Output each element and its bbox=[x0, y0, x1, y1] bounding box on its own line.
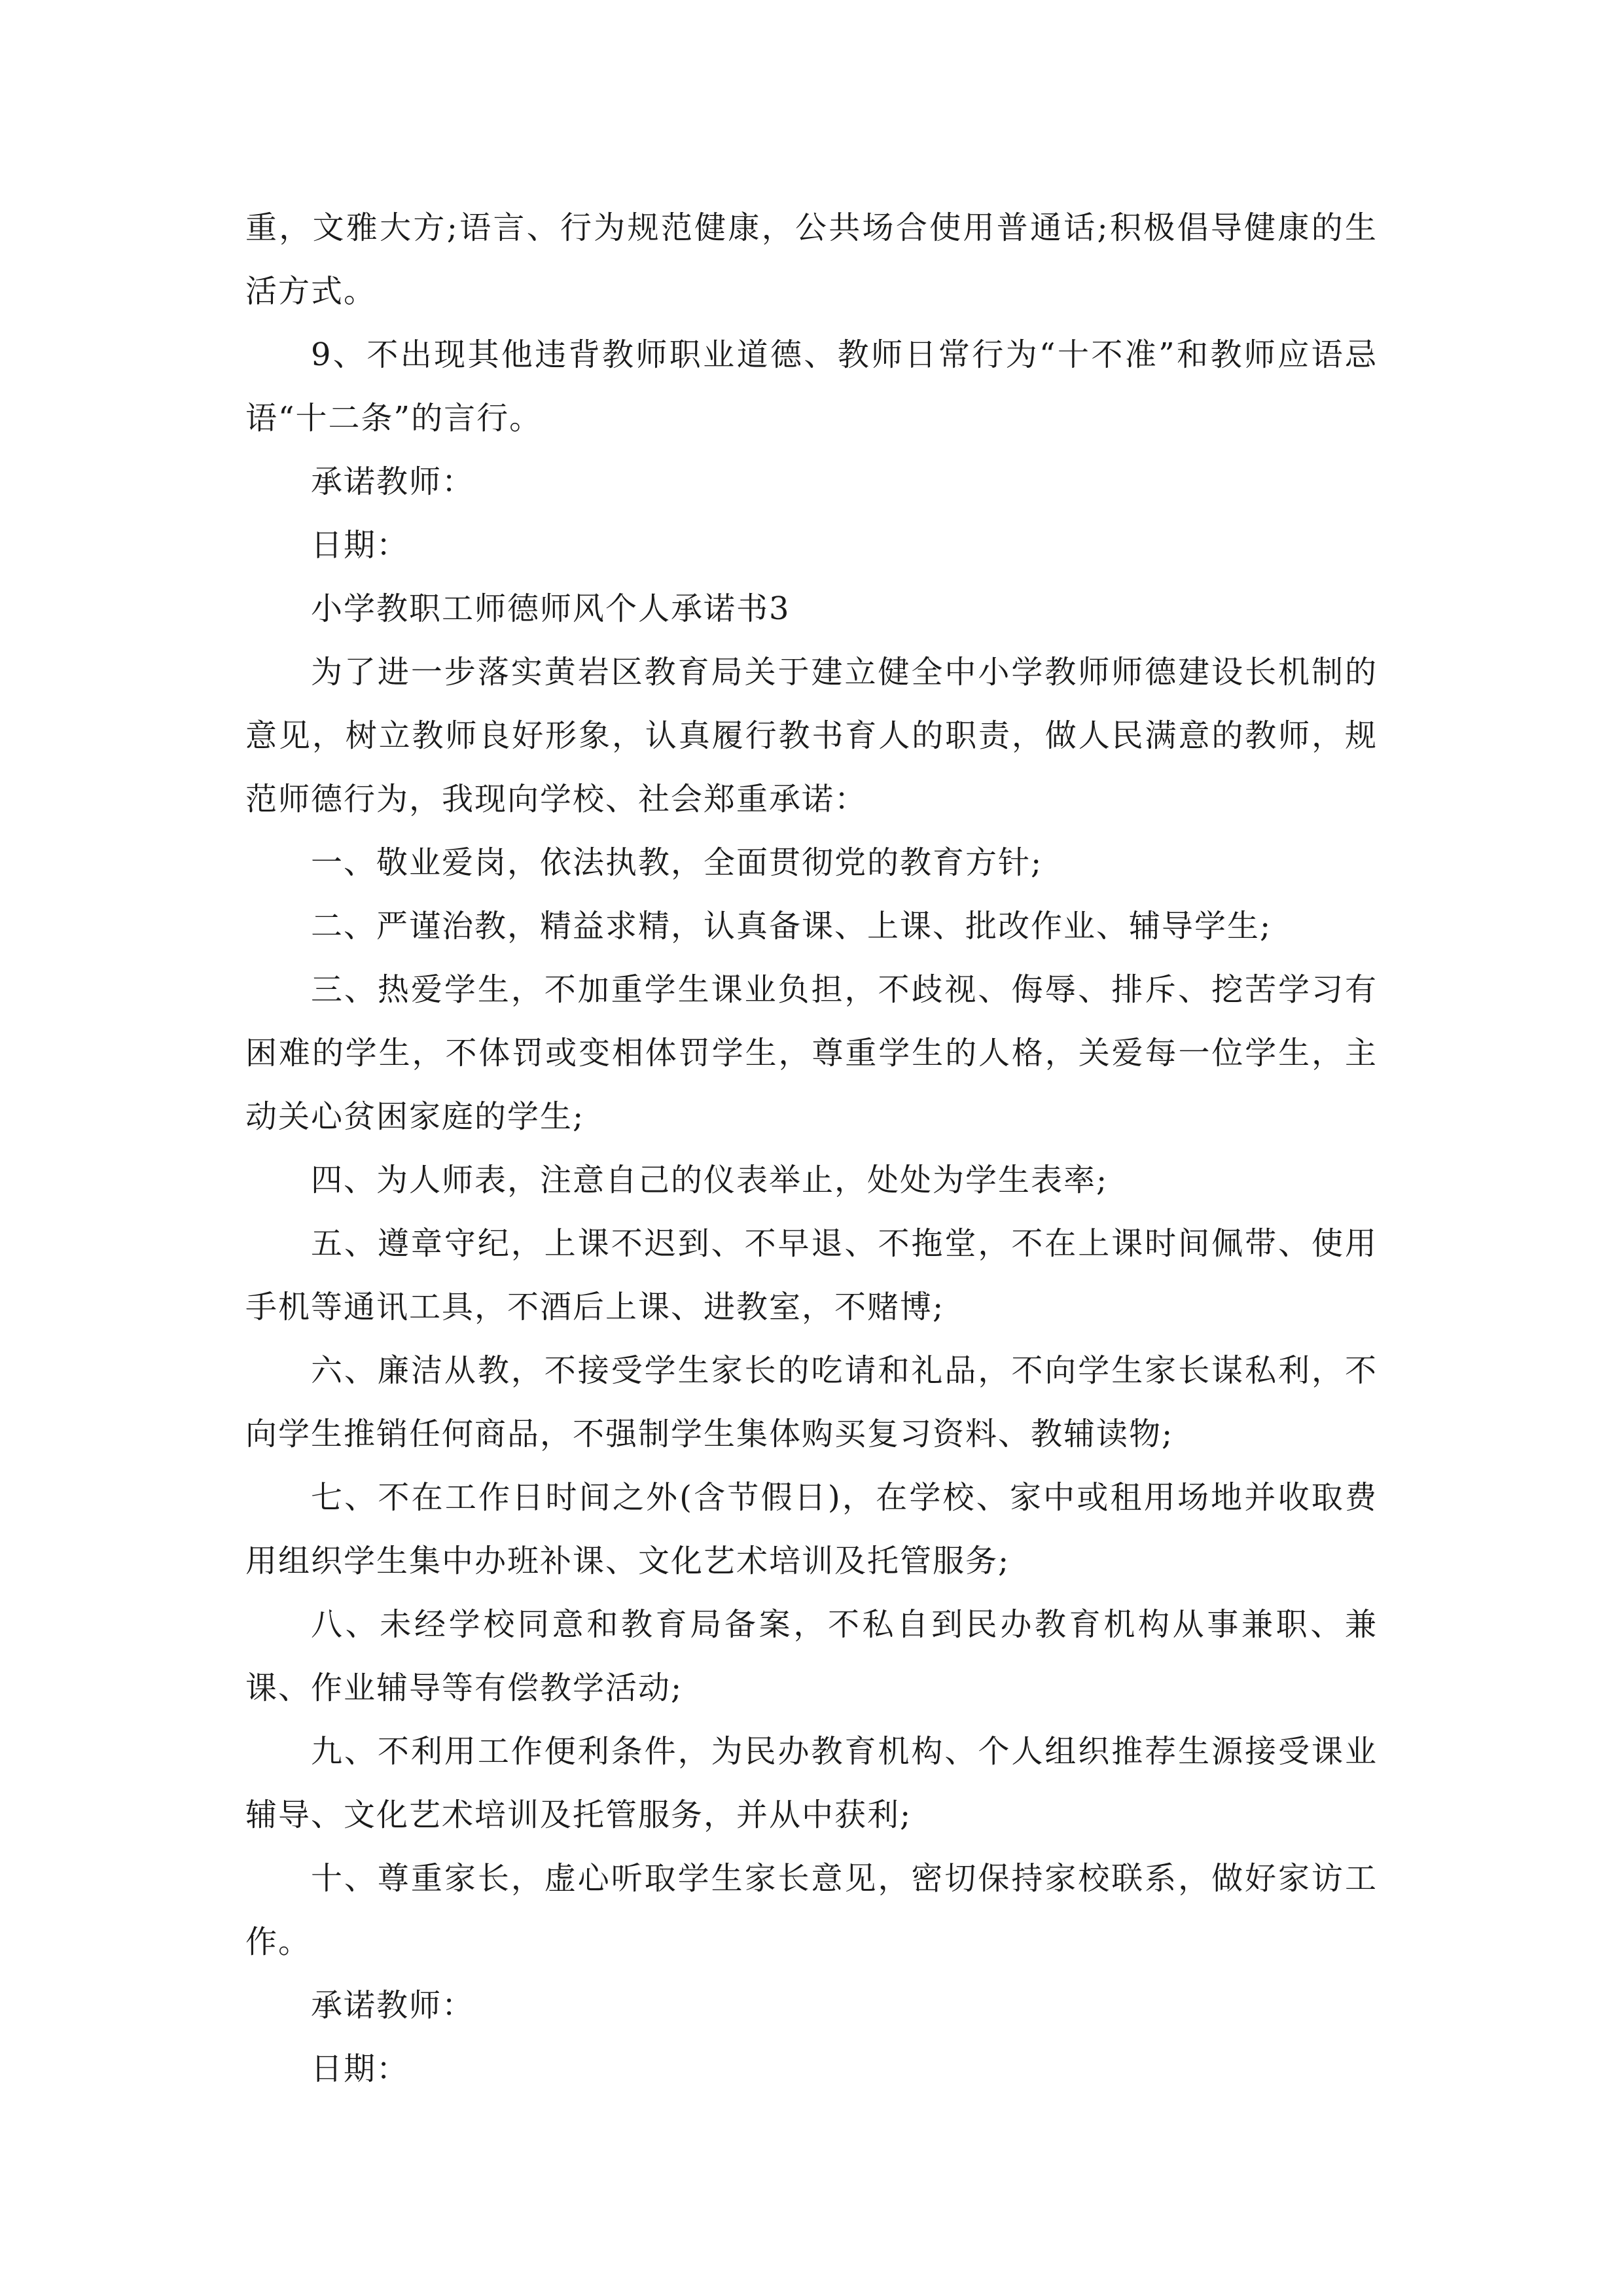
signature-date-label-2: 日期： bbox=[311, 2051, 410, 2087]
signature-teacher-label-2: 承诺教师： bbox=[311, 1987, 475, 2024]
body-text bbox=[245, 196, 1378, 2101]
signature-date-label: 日期： bbox=[311, 527, 410, 564]
paragraph-continuation: 重，文雅大方;语言、行为规范健康，公共场合使用普通话;积极倡导健康的生活方式。 bbox=[245, 209, 1378, 310]
pledge-item-7: 七、不在工作日时间之外(含节假日)，在学校、家中或租用场地并收取费用组织学生集中办班补课、文化艺术培训及托管服务; bbox=[245, 1479, 1378, 1579]
section-title: 小学教职工师德师风个人承诺书3 bbox=[311, 590, 791, 627]
pledge-item-3: 三、热爱学生，不加重学生课业负担，不歧视、侮辱、排斥、挖苦学习有困难的学生，不体罚或变相体罚学生，尊重学生的人格，关爱每一位学生，主动关心贫困家庭的学生; bbox=[245, 971, 1378, 1135]
signature-teacher-label: 承诺教师： bbox=[311, 463, 475, 500]
paragraph-item-9: 9、不出现其他违背教师职业道德、教师日常行为“十不准”和教师应语忌语“十二条”的言行。 bbox=[245, 336, 1378, 437]
pledge-item-6: 六、廉洁从教，不接受学生家长的吃请和礼品，不向学生家长谋私利，不向学生推销任何商品，不强制学生集体购买复习资料、教辅读物; bbox=[245, 1352, 1378, 1452]
pledge-item-5: 五、遵章守纪，上课不迟到、不早退、不拖堂，不在上课时间佩带、使用手机等通讯工具，不酒后上课、进教室，不赌博; bbox=[245, 1225, 1378, 1325]
pledge-item-4: 四、为人师表，注意自己的仪表举止，处处为学生表率; bbox=[311, 1162, 1109, 1198]
paragraph-intro: 为了进一步落实黄岩区教育局关于建立健全中小学教师师德建设长机制的意见，树立教师良好形象，认真履行教书育人的职责，做人民满意的教师，规范师德行为，我现向学校、社会郑重承诺： bbox=[245, 654, 1378, 817]
pledge-item-8: 八、未经学校同意和教育局备案，不私自到民办教育机构从事兼职、兼课、作业辅导等有偿教学活动; bbox=[245, 1606, 1378, 1706]
pledge-item-9: 九、不利用工作便利条件，为民办教育机构、个人组织推荐生源接受课业辅导、文化艺术培训及托管服务，并从中获利; bbox=[245, 1733, 1378, 1833]
pledge-item-2: 二、严谨治教，精益求精，认真备课、上课、批改作业、辅导学生; bbox=[311, 908, 1272, 944]
pledge-item-10: 十、尊重家长，虚心听取学生家长意见，密切保持家校联系，做好家访工作。 bbox=[245, 1860, 1378, 1960]
pledge-item-1: 一、敬业爱岗，依法执教，全面贯彻党的教育方针; bbox=[311, 844, 1043, 881]
